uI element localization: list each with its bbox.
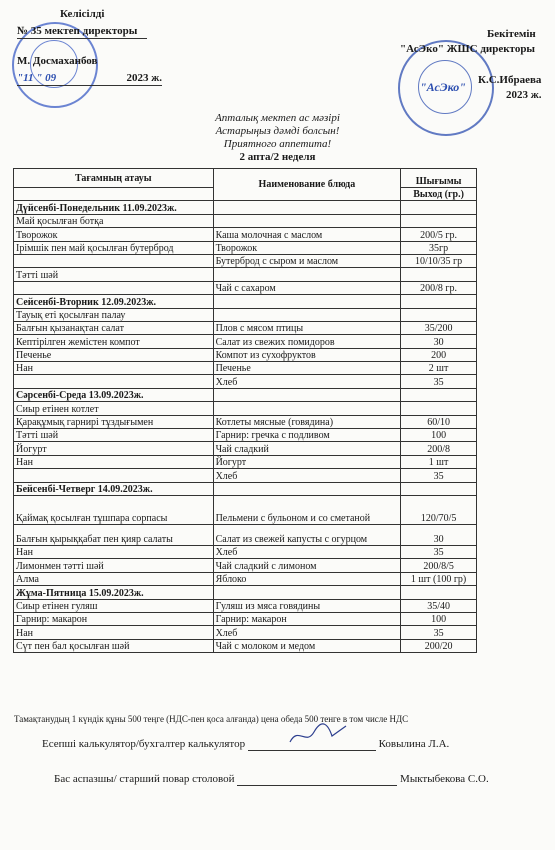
dish-kz [14, 281, 214, 294]
dish-yield: 1 шт (100 гр) [401, 572, 477, 585]
table-row [14, 241, 477, 254]
approval-left-date-suffix: 2023 ж. [126, 72, 162, 84]
table-row [14, 348, 477, 361]
dish-ru: Печенье [213, 362, 401, 375]
dish-ru [213, 268, 401, 281]
dish-kz: Нан [14, 362, 214, 375]
table-row [14, 469, 477, 482]
sig1-label: Есепші калькулятор/бухгалтер калькулятор [42, 738, 246, 750]
dish-kz: Бейсенбі-Четверг 14.09.2023ж. [14, 482, 214, 495]
dish-ru [213, 388, 401, 401]
dish-ru [213, 308, 401, 321]
sig2-name: Мыктыбекова С.О. [400, 773, 489, 785]
dish-ru: Плов с мясом птицы [213, 321, 401, 334]
dish-yield: 200/8 [401, 442, 477, 455]
dish-yield: 1 шт [401, 455, 477, 468]
dish-yield: 35 [401, 626, 477, 639]
dish-kz: Сүт пен бал қосылған шәй [14, 639, 214, 652]
table-row [14, 375, 477, 388]
dish-kz: Балғын қырыққабат пен қияр салаты [14, 524, 214, 545]
dish-kz: Балғын қызанақтан салат [14, 321, 214, 334]
sig1-name: Ковылина Л.А. [378, 738, 450, 750]
day-row [14, 201, 477, 214]
dish-ru: Чай с сахаром [213, 281, 401, 294]
dish-yield [401, 295, 477, 308]
dish-ru: Творожок [213, 241, 401, 254]
menu-table [13, 168, 477, 653]
dish-kz: Гарнир: макарон [14, 612, 214, 625]
dish-ru: Каша молочная с маслом [213, 228, 401, 241]
dish-ru: Бутерброд с сыром и маслом [213, 254, 401, 267]
table-row [14, 214, 477, 227]
dish-kz: Жұма-Пятница 15.09.2023ж. [14, 586, 214, 599]
approval-left-date [17, 72, 162, 86]
table-row [14, 442, 477, 455]
dish-yield [401, 482, 477, 495]
header-kz: Тағамның атауы [14, 169, 214, 188]
dish-kz: Нан [14, 455, 214, 468]
title-line3: Приятного аппетита! [223, 138, 332, 150]
dish-ru: Салат из свежей капусты с огурцом [213, 524, 401, 545]
table-row [14, 599, 477, 612]
dish-yield: 10/10/35 гр [401, 254, 477, 267]
table-row [14, 308, 477, 321]
table-row [14, 335, 477, 348]
approval-left-date-prefix: "11 " 09 [17, 72, 57, 84]
day-row [14, 388, 477, 401]
dish-yield [401, 201, 477, 214]
dish-yield [401, 402, 477, 415]
dish-ru: Хлеб [213, 626, 401, 639]
dish-ru [213, 586, 401, 599]
company-stamp-text: "АсЭко" [420, 80, 466, 94]
dish-ru [213, 214, 401, 227]
dish-yield [401, 268, 477, 281]
dish-yield: 200/20 [401, 639, 477, 652]
table-row [14, 429, 477, 442]
dish-ru: Чай сладкий с лимоном [213, 559, 401, 572]
dish-ru: Гарнир: макарон [213, 612, 401, 625]
approval-left-line1: Келісілді [60, 8, 105, 20]
header-ru: Наименование блюда [213, 169, 401, 201]
dish-ru: Яблоко [213, 572, 401, 585]
dish-kz: Сиыр етінен котлет [14, 402, 214, 415]
header-yield-kz: Шығымы [401, 169, 477, 188]
dish-kz: Қаймақ қосылған тұшпара сорпасы [14, 495, 214, 524]
day-row [14, 482, 477, 495]
dish-ru [213, 201, 401, 214]
dish-kz: Печенье [14, 348, 214, 361]
table-row [14, 559, 477, 572]
dish-kz [14, 375, 214, 388]
dish-yield: 2 шт [401, 362, 477, 375]
dish-ru: Хлеб [213, 469, 401, 482]
day-row [14, 295, 477, 308]
dish-kz: Сәрсенбі-Среда 13.09.2023ж. [14, 388, 214, 401]
table-row [14, 362, 477, 375]
dish-yield: 30 [401, 524, 477, 545]
dish-kz: Нан [14, 545, 214, 558]
table-row [14, 455, 477, 468]
menu-table-body [14, 169, 477, 653]
table-row [14, 495, 477, 524]
dish-yield [401, 388, 477, 401]
dish-yield: 200/5 гр. [401, 228, 477, 241]
dish-yield: 120/70/5 [401, 495, 477, 524]
dish-kz: Дүйсенбі-Понедельник 11.09.2023ж. [14, 201, 214, 214]
dish-ru: Пельмени с бульоном и со сметаной [213, 495, 401, 524]
dish-yield: 30 [401, 335, 477, 348]
table-row [14, 612, 477, 625]
dish-yield [401, 586, 477, 599]
day-row [14, 586, 477, 599]
title-line4: 2 апта/2 неделя [239, 151, 316, 163]
dish-ru: Гуляш из мяса говядины [213, 599, 401, 612]
dish-kz: Тәтті шәй [14, 429, 214, 442]
sig1-line [248, 738, 376, 751]
dish-ru: Гарнир: гречка с подливом [213, 429, 401, 442]
dish-kz [14, 469, 214, 482]
approval-left-line2: № 35 мектеп директоры [17, 25, 147, 39]
dish-ru [213, 295, 401, 308]
title-line2: Астарыңыз дәмді болсын! [215, 125, 340, 137]
dish-ru: Котлеты мясные (говядина) [213, 415, 401, 428]
table-row [14, 639, 477, 652]
dish-ru: Чай с молоком и медом [213, 639, 401, 652]
dish-kz: Лимонмен тәтті шәй [14, 559, 214, 572]
dish-kz: Йогурт [14, 442, 214, 455]
dish-kz: Творожок [14, 228, 214, 241]
approval-right-line1: Бекітемін [487, 28, 536, 40]
dish-yield: 35 [401, 469, 477, 482]
dish-yield: 35/200 [401, 321, 477, 334]
dish-kz: Сиыр етінен гуляш [14, 599, 214, 612]
dish-kz: Кептірілген жемістен компот [14, 335, 214, 348]
menu-title [0, 112, 555, 164]
table-row [14, 228, 477, 241]
dish-kz [14, 254, 214, 267]
cost-note: Тамақтанудың 1 күндік құны 500 теңге (НДС-пен қоса алғанда) цена обеда 500 тенге в том числе НДС [14, 714, 409, 724]
dish-yield [401, 308, 477, 321]
dish-ru [213, 482, 401, 495]
table-row [14, 268, 477, 281]
table-row [14, 402, 477, 415]
dish-yield: 200 [401, 348, 477, 361]
dish-kz: Ірімшік пен май қосылған бутерброд [14, 241, 214, 254]
table-row [14, 281, 477, 294]
dish-kz: Нан [14, 626, 214, 639]
dish-kz: Алма [14, 572, 214, 585]
dish-yield: 35 [401, 375, 477, 388]
dish-ru: Йогурт [213, 455, 401, 468]
dish-ru [213, 402, 401, 415]
dish-ru: Салат из свежих помидоров [213, 335, 401, 348]
dish-yield: 60/10 [401, 415, 477, 428]
dish-kz: Қарақұмық гарнирі тұздығымен [14, 415, 214, 428]
dish-kz: Май қосылған ботқа [14, 214, 214, 227]
approval-right-line3: К.С.Ибраева [478, 74, 542, 86]
dish-yield: 35гр [401, 241, 477, 254]
signature-chef [54, 773, 489, 786]
table-row [14, 545, 477, 558]
dish-yield: 200/8 гр. [401, 281, 477, 294]
dish-yield [401, 214, 477, 227]
table-row [14, 524, 477, 545]
dish-yield: 100 [401, 429, 477, 442]
approval-left-line3: М. Досмаханбов [17, 55, 98, 67]
table-row [14, 254, 477, 267]
dish-ru: Хлеб [213, 545, 401, 558]
table-header-row [14, 169, 477, 188]
dish-kz: Тауық еті қосылған палау [14, 308, 214, 321]
table-row [14, 572, 477, 585]
dish-ru: Хлеб [213, 375, 401, 388]
approval-right-line4: 2023 ж. [506, 89, 542, 101]
signature-accountant [42, 738, 449, 751]
header-yield-ru: Выход (гр.) [401, 188, 477, 201]
table-row [14, 415, 477, 428]
sig2-line [237, 773, 397, 786]
dish-yield: 200/8/5 [401, 559, 477, 572]
dish-yield: 35/40 [401, 599, 477, 612]
dish-yield: 35 [401, 545, 477, 558]
handwritten-signature [288, 722, 348, 748]
dish-yield: 100 [401, 612, 477, 625]
dish-ru: Чай сладкий [213, 442, 401, 455]
table-row [14, 626, 477, 639]
dish-kz: Тәтті шәй [14, 268, 214, 281]
table-row [14, 321, 477, 334]
dish-kz: Сейсенбі-Вторник 12.09.2023ж. [14, 295, 214, 308]
dish-ru: Компот из сухофруктов [213, 348, 401, 361]
header-kz-blank [14, 188, 214, 201]
sig2-label: Бас аспазшы/ старший повар столовой [54, 773, 235, 785]
title-line1: Апталық мектеп ас мәзірі [215, 112, 340, 124]
approval-right-line2: "АсЭко" ЖШС директоры [400, 43, 536, 55]
